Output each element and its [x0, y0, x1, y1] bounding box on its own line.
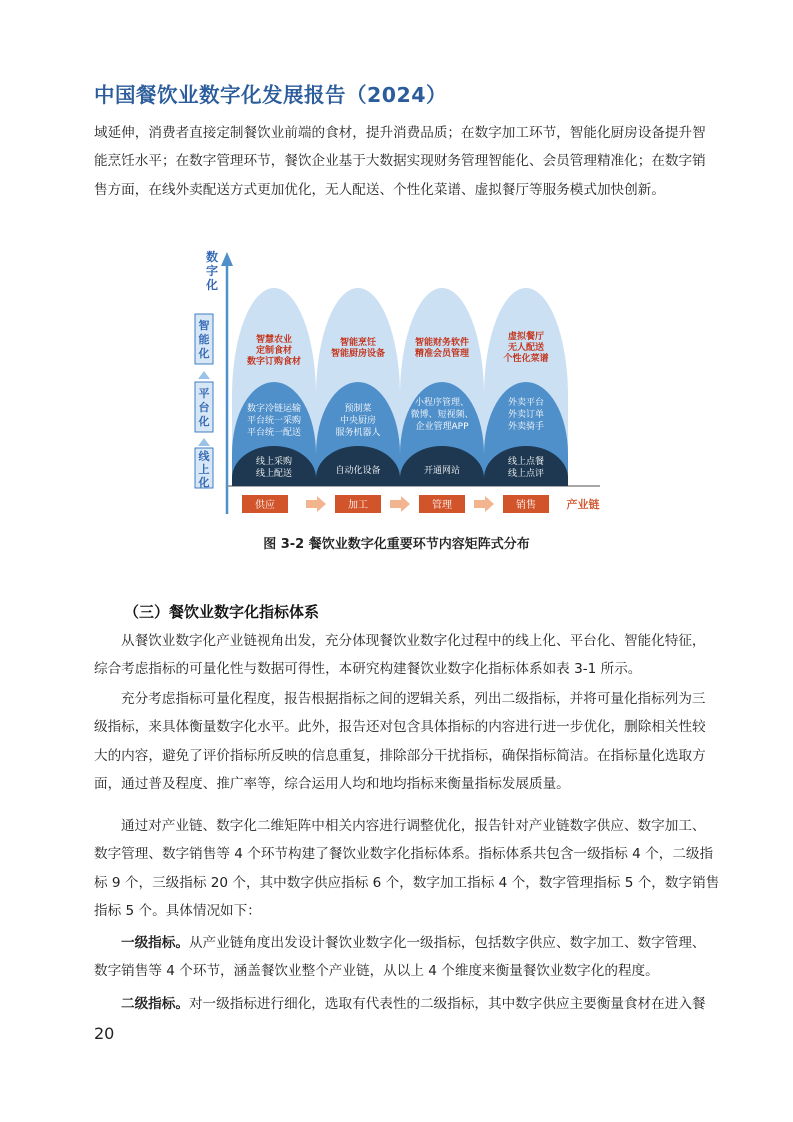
- cell-text: 中央厨房: [339, 416, 377, 426]
- intro-line: 域延伸，消费者直接定制餐饮业前端的食材，提升消费品质；在数字加工环节，智能化厨房设备提升智: [94, 125, 706, 141]
- cell-text: 智能厨房设备: [330, 349, 386, 359]
- cell-text: 线上点餐: [507, 457, 545, 467]
- cell-text: 开通网站: [423, 466, 461, 476]
- cell-text: 服务机器人: [335, 428, 381, 438]
- cell-text: 预制菜: [344, 404, 372, 414]
- cell-text: 线上采购: [255, 457, 293, 467]
- matrix-figure: [190, 246, 610, 526]
- cell-text: 平台统一配送: [246, 428, 302, 438]
- y-axis-arrowhead: [221, 252, 233, 266]
- term-first-level-indicator: 一级指标。: [121, 935, 189, 951]
- axis-title-char: 字: [205, 264, 219, 278]
- level-up-arrow-icon: [198, 371, 210, 379]
- cell-text: 无人配送: [507, 343, 545, 353]
- cell-text: 数字冷链运输: [246, 404, 302, 414]
- intro-paragraph: [94, 119, 706, 204]
- body-line: [94, 929, 706, 957]
- figure-caption: 图 3-2 餐饮业数字化重要环节内容矩阵式分布: [263, 537, 530, 552]
- cell-text: 个性化菜谱: [503, 354, 549, 364]
- intro-line: 售方面，在线外卖配送方式更加优化，无人配送、个性化菜谱、虚拟餐厅等服务模式加快创新。: [94, 181, 665, 198]
- body-line: 综合考虑指标的可量化性与数据可得性，本研究构建餐饮业数字化指标体系如表 3-1 所示。: [94, 661, 642, 678]
- level-label-char: 上: [198, 463, 210, 476]
- cell-text: 智能烹饪: [339, 338, 377, 348]
- level-label-char: 线: [198, 450, 210, 463]
- level-label-char: 化: [198, 347, 210, 360]
- axis-title-char: 化: [205, 278, 219, 292]
- body-line: 数字管理、数字销售等 4 个环节构建了餐饮业数字化指标体系。指标体系共包含一级指标 4 个，二级指: [94, 846, 714, 863]
- body-paragraph-4: [94, 929, 706, 986]
- stage-label: 供应: [255, 500, 275, 511]
- level-label-char: 平: [198, 387, 210, 400]
- body-line: 充分考虑指标可量化程度，报告根据指标之间的逻辑关系，列出二级指标，并将可量化指标列为三: [121, 691, 706, 707]
- body-line: 从餐饮业数字化产业链视角出发，充分体现餐饮业数字化过程中的线上化、平台化、智能化特征，: [121, 633, 706, 649]
- cell-text: 智慧农业: [255, 335, 293, 345]
- cell-text: 外卖骑手: [507, 422, 545, 432]
- level-label-char: 智: [198, 319, 210, 332]
- cell-text: 虚拟餐厅: [507, 332, 545, 342]
- cell-text: 数字订购食材: [246, 357, 302, 367]
- level-label-char: 化: [198, 476, 210, 489]
- cell-text: 精准会员管理: [414, 349, 470, 359]
- body-line: 数字销售等 4 个环节，涵盖餐饮业整个产业链，从以上 4 个维度来衡量餐饮业数字化的程度。: [94, 963, 659, 980]
- body-paragraph-5: [94, 990, 706, 1018]
- level-up-arrow-icon: [198, 438, 210, 446]
- body-line: 通过对产业链、数字化二维矩阵中相关内容进行调整优化，报告针对产业链数字供应、数字加工、: [121, 818, 706, 834]
- cell-text: 外卖订单: [507, 410, 545, 420]
- stage-label: 管理: [432, 500, 452, 511]
- axis-title-char: 数: [205, 250, 219, 264]
- cell-text: 微博、短视频、: [410, 410, 474, 420]
- body-line: 指标 5 个。具体情况如下：: [94, 903, 261, 920]
- stage-label: 销售: [516, 500, 536, 511]
- body-text: 从产业链角度出发设计餐饮业数字化一级指标，包括数字供应、数字加工、数字管理、: [188, 935, 706, 951]
- report-header-title: 中国餐饮业数字化发展报告（2024）: [94, 83, 448, 107]
- flow-arrow-icon: [306, 496, 326, 512]
- body-line: 面，通过普及程度、推广率等，综合运用人均和地均指标来衡量指标发展质量。: [94, 776, 570, 793]
- body-paragraph-1: [94, 627, 706, 684]
- cell-text: 平台统一采购: [246, 416, 302, 426]
- cell-text: 小程序管理、: [414, 398, 470, 408]
- section-title: （三）餐饮业数字化指标体系: [124, 603, 320, 621]
- body-line: 标 9 个，三级指标 20 个，其中数字供应指标 6 个，数字加工指标 4 个，数字管理指标 5 个，数字销售: [94, 874, 720, 891]
- cell-text: 外卖平台: [507, 398, 545, 408]
- cell-text: 线上配送: [255, 469, 293, 479]
- term-second-level-indicator: 二级指标。: [121, 996, 189, 1012]
- flow-arrow-icon: [390, 496, 410, 512]
- cell-text: 企业管理APP: [415, 422, 469, 432]
- body-line: [94, 990, 706, 1018]
- level-label-char: 台: [198, 401, 210, 414]
- flow-arrow-icon: [474, 496, 494, 512]
- x-axis-title: 产业链: [566, 498, 600, 511]
- body-line: 级指标，来具体衡量数字化水平。此外，报告还对包含具体指标的内容进行进一步优化，删除相关性较: [94, 719, 706, 736]
- intro-line: 能烹饪水平；在数字管理环节，餐饮企业基于大数据实现财务管理智能化、会员管理精准化；在数字销: [94, 153, 706, 170]
- stage-label: 加工: [348, 500, 368, 511]
- cell-text: 智能财务软件: [414, 338, 470, 348]
- matrix-diagram: [190, 246, 610, 526]
- level-label-char: 能: [198, 333, 210, 346]
- level-label-char: 化: [198, 415, 210, 428]
- cell-text: 线上点评: [507, 469, 545, 479]
- body-line: 大的内容，避免了评价指标所反映的信息重复，排除部分干扰指标，确保指标简洁。在指标量化选取方: [94, 747, 706, 764]
- page-number: 20: [94, 1024, 115, 1043]
- body-paragraph-2: [94, 685, 706, 799]
- cell-text: 自动化设备: [335, 466, 381, 476]
- cell-text: 定制食材: [255, 346, 293, 356]
- body-paragraph-3: [94, 812, 720, 926]
- body-text: 对一级指标进行细化，选取有代表性的二级指标，其中数字供应主要衡量食材在进入餐: [188, 996, 706, 1012]
